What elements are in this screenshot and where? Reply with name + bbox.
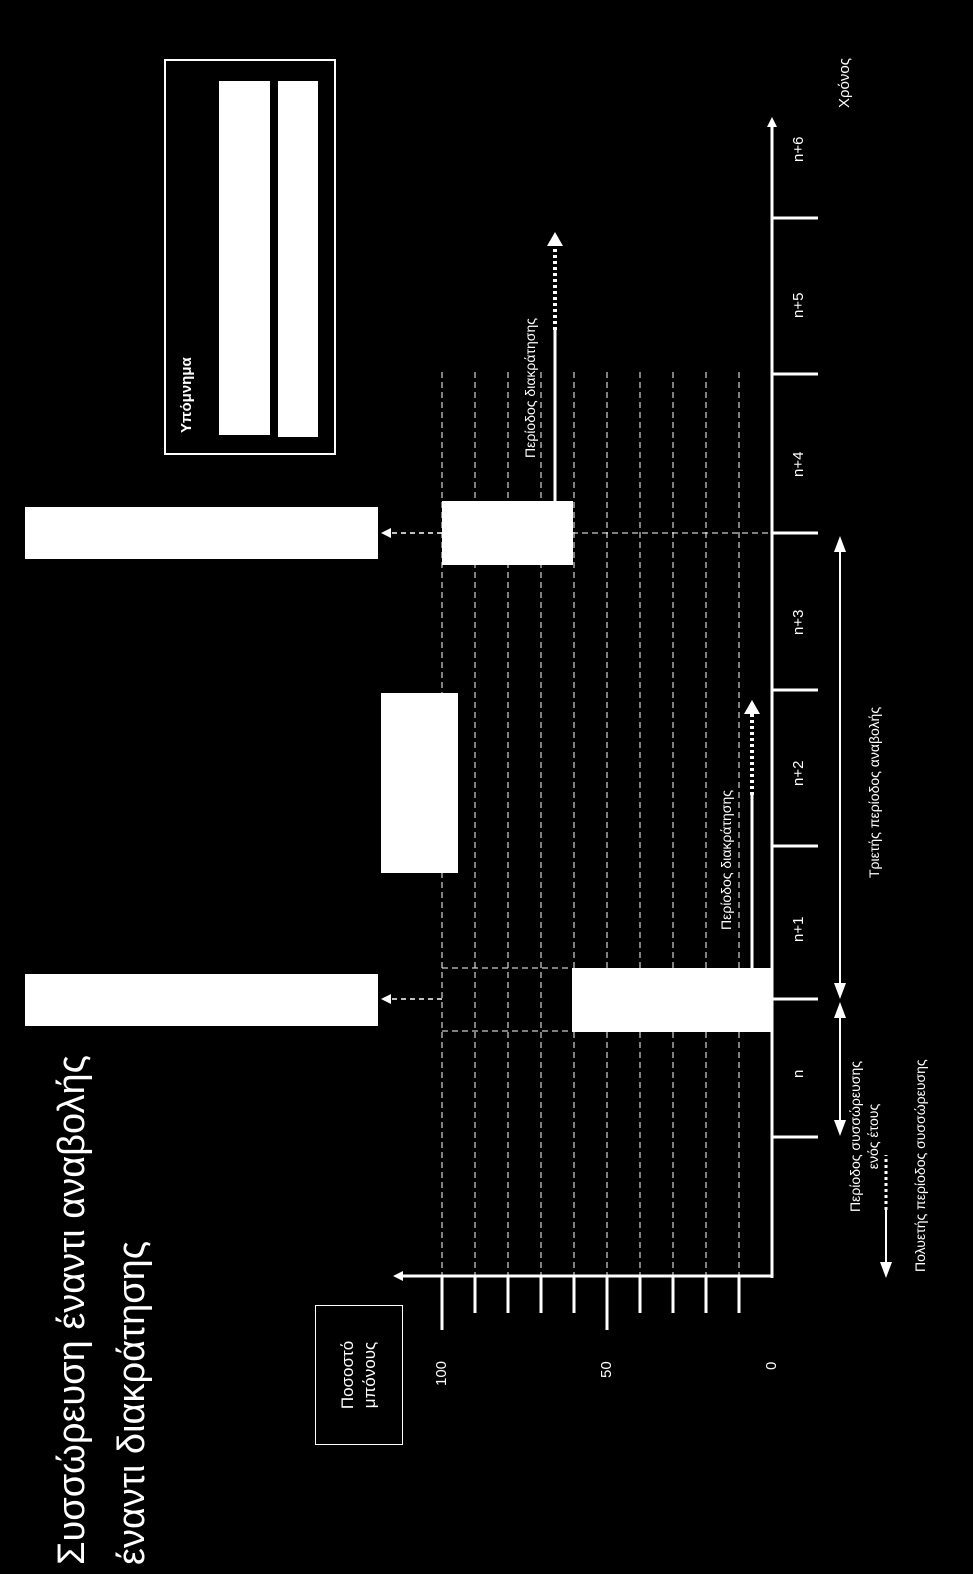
y-axis-label-box — [315, 1305, 403, 1445]
legend — [164, 59, 336, 455]
x-tick-n5: n+5 — [790, 292, 807, 318]
retention-arrow-1 — [744, 700, 760, 968]
y-tick-50: 50 — [598, 1361, 615, 1378]
x-axis-ticks — [772, 218, 818, 1137]
x-axis-label: Χρόνος — [836, 58, 853, 108]
y-tick-100: 100 — [433, 1360, 450, 1386]
payout-box-1 — [25, 974, 378, 1026]
accrual-multi-year-label: Πολυετής περίοδος συσσώρευσης — [912, 1059, 928, 1272]
y-axis-ticks — [442, 1276, 739, 1330]
accrual-one-year-line-2: ενός έτους — [865, 1103, 881, 1170]
x-tick-n6: n+6 — [790, 136, 807, 162]
deferral-arrow — [834, 536, 846, 999]
x-tick-n4: n+4 — [790, 451, 807, 477]
legend-swatch-1 — [219, 81, 270, 435]
y-axis-label-line-1: Ποσοστό — [338, 1340, 357, 1410]
x-tick-n2: n+2 — [790, 760, 807, 786]
title-line-2: έναντι διακράτησης — [111, 1240, 153, 1565]
bar-deferred-n3 — [442, 501, 573, 565]
bar-accrual-n — [572, 968, 772, 1032]
deferral-box — [381, 693, 458, 873]
legend-title: Υπόμνημα — [178, 357, 195, 433]
title-line-1: Συσσώρευση έναντι αναβολής — [51, 1055, 93, 1565]
deferral-label: Τριετής περίοδος αναβολής — [866, 706, 882, 878]
accrual-one-year-label — [846, 1061, 882, 1212]
retention-label-1: Περίοδος διακράτησης — [718, 790, 734, 930]
legend-swatch-2 — [278, 81, 318, 437]
x-tick-n3: n+3 — [790, 609, 807, 635]
x-tick-n1: n+1 — [790, 916, 807, 942]
x-tick-n: n — [790, 1069, 807, 1078]
payout-box-2 — [25, 507, 378, 559]
title — [42, 1055, 162, 1565]
retention-arrow-2 — [547, 232, 563, 501]
y-tick-0: 0 — [763, 1361, 780, 1370]
y-axis-label-line-2: μπόνους — [360, 1341, 379, 1409]
accrual-one-year-line-1: Περίοδος συσσώρευσης — [847, 1061, 863, 1212]
accrual-one-year-arrow — [834, 1002, 846, 1136]
retention-label-2: Περίοδος διακράτησης — [522, 318, 538, 458]
